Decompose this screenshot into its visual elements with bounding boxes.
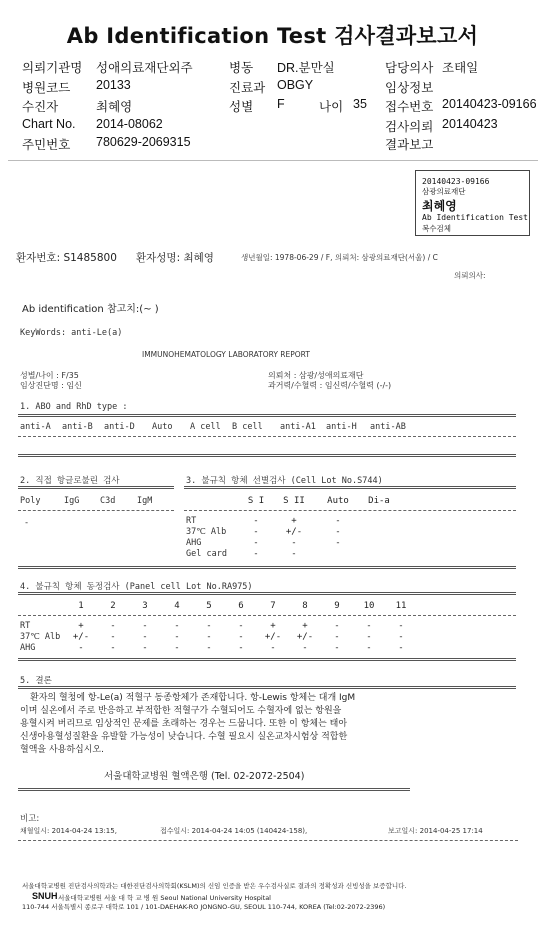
- ab-reference: Ab identification 참고치:(~ ): [22, 304, 159, 315]
- conclusion-line: 이며 실온에서 주로 반응하고 부적합한 적혈구가 수혈되어도 수혈자에 없는 항원을: [20, 706, 342, 716]
- screen-col: Di-a: [368, 496, 390, 506]
- patient-reg-no: 환자번호: S1485800: [16, 252, 117, 264]
- screen-cell: +/-: [285, 527, 303, 537]
- value-chart-no: 2014-08062: [96, 117, 163, 131]
- hospital-name: 서울대학교병원 서울 대 학 교 병 원 Seoul National University Hospital: [58, 894, 271, 902]
- section-screen-title: 3. 불규칙 항체 선별검사 (Cell Lot No.S744): [186, 476, 383, 486]
- panel-cell: -: [174, 621, 180, 631]
- panel-col: 4: [174, 601, 180, 611]
- value-patient: 최혜영: [96, 100, 133, 114]
- panel-row-label: 37℃ Alb: [20, 632, 61, 642]
- abo-col: A cell: [190, 422, 221, 432]
- panel-cell: +/-: [296, 632, 314, 642]
- abo-col: Auto: [152, 422, 173, 432]
- screen-col: Auto: [327, 496, 349, 506]
- panel-cell: +: [270, 621, 276, 631]
- lab-report-title: IMMUNOHEMATOLOGY LABORATORY REPORT: [142, 350, 310, 359]
- abo-col: anti-D: [104, 422, 135, 432]
- panel-col: 1: [78, 601, 84, 611]
- screen-row-label: 37℃ Alb: [186, 527, 227, 537]
- value-age: 35: [353, 97, 367, 111]
- dat-col: Poly: [20, 496, 41, 506]
- divider: [18, 414, 516, 417]
- panel-cell: -: [110, 621, 116, 631]
- label-resident-no: 주민번호: [22, 138, 71, 152]
- screen-cell: -: [291, 538, 297, 548]
- stamp-name: 최혜영: [422, 199, 457, 213]
- received-time: 접수일시: 2014-04-24 14:05 (140424-158),: [160, 827, 308, 835]
- panel-row-label: AHG: [20, 643, 36, 653]
- abo-col: anti-A: [20, 422, 51, 432]
- divider: [18, 592, 516, 595]
- abo-col: anti-B: [62, 422, 93, 432]
- value-resident-no: 780629-2069315: [96, 135, 191, 149]
- panel-cell: -: [206, 621, 212, 631]
- abo-col: anti-AB: [370, 422, 406, 432]
- divider: [18, 686, 516, 689]
- stamp-line: 20140423-09166: [422, 177, 490, 186]
- page-title: Ab Identification Test 검사결과보고서: [66, 24, 479, 48]
- panel-cell: -: [398, 643, 404, 653]
- panel-cell: -: [238, 643, 244, 653]
- panel-cell: -: [398, 632, 404, 642]
- panel-cell: -: [142, 621, 148, 631]
- label-age: 나이: [319, 100, 344, 114]
- label-clinical-info: 임상정보: [385, 81, 434, 95]
- panel-col: 5: [206, 601, 212, 611]
- value-ward: DR.분만실: [277, 61, 335, 75]
- panel-cell: -: [238, 621, 244, 631]
- panel-cell: -: [238, 632, 244, 642]
- panel-cell: -: [398, 621, 404, 631]
- divider: [18, 486, 174, 489]
- snuh-logo: SNUH: [32, 891, 58, 901]
- certification-text: 서울대학교병원 진단검사의학과는 대한진단검사의학회(KSLM)의 신임 인증을 받은 우수검사실로 결과의 정확성과 신빙성을 보증합니다.: [22, 882, 407, 890]
- reported-time: 보고일시: 2014-04-25 17:14: [388, 827, 483, 835]
- label-doctor: 담당의사: [385, 61, 434, 75]
- abo-col: B cell: [232, 422, 263, 432]
- divider: [18, 566, 516, 569]
- collected-time: 채혈일시: 2014-04-24 13:15,: [20, 827, 117, 835]
- divider: [18, 510, 174, 511]
- screen-cell: -: [335, 516, 341, 526]
- panel-col: 9: [334, 601, 340, 611]
- panel-cell: +: [302, 621, 308, 631]
- screen-cell: +: [291, 516, 297, 526]
- divider: [18, 436, 516, 437]
- label-chart-no: Chart No.: [22, 117, 76, 131]
- panel-cell: +/-: [72, 632, 90, 642]
- requester-lab: 의뢰처 : 삼광/성애의료재단: [268, 371, 364, 380]
- clinical-diagnosis: 임상진단명 : 임신: [20, 381, 82, 390]
- dat-col: IgG: [64, 496, 80, 506]
- label-receipt-no: 접수번호: [385, 100, 434, 114]
- screen-cell: -: [335, 538, 341, 548]
- screen-col: S I: [247, 496, 265, 506]
- value-receipt-no: 20140423-09166: [442, 97, 537, 111]
- abo-col: anti-A1: [280, 422, 316, 432]
- panel-cell: -: [334, 632, 340, 642]
- transfusion-history: 과거력/수혈력 : 임신력/수혈력 (-/-): [268, 381, 392, 390]
- screen-cell: -: [253, 516, 259, 526]
- value-doctor: 조태일: [442, 61, 479, 75]
- panel-cell: +: [78, 621, 84, 631]
- section-dat-title: 2. 직접 항글로불린 검사: [20, 476, 120, 486]
- panel-cell: -: [78, 643, 84, 653]
- label-department: 진료과: [229, 81, 266, 95]
- notes-label: 비고:: [20, 814, 40, 824]
- label-patient: 수진자: [22, 100, 59, 114]
- panel-row-label: RT: [20, 621, 31, 631]
- label-test-request: 검사의뢰: [385, 120, 434, 134]
- panel-cell: -: [366, 621, 372, 631]
- screen-cell: -: [253, 538, 259, 548]
- stamp-line: Ab Identification Test: [422, 213, 528, 222]
- panel-col: 2: [110, 601, 116, 611]
- screen-col: S II: [283, 496, 305, 506]
- stamp-line: 삼광의료재단: [422, 187, 466, 196]
- stamp-line: 복수검체: [422, 224, 451, 233]
- value-test-request: 20140423: [442, 117, 498, 131]
- panel-cell: -: [334, 621, 340, 631]
- panel-cell: -: [110, 643, 116, 653]
- panel-cell: -: [334, 643, 340, 653]
- screen-cell: -: [291, 549, 297, 559]
- screen-cell: -: [253, 549, 259, 559]
- divider: [18, 788, 410, 791]
- section-abo-title: 1. ABO and RhD type :: [20, 402, 128, 412]
- panel-cell: -: [366, 643, 372, 653]
- screen-cell: -: [253, 527, 259, 537]
- blood-bank-contact: 서울대학교병원 혈액은행 (Tel. 02-2072-2504): [104, 771, 305, 782]
- panel-cell: -: [142, 632, 148, 642]
- requesting-doctor: 의뢰의사:: [454, 271, 486, 280]
- patient-name: 환자성명: 최혜영: [136, 252, 214, 264]
- divider: [8, 160, 538, 161]
- label-hospital-code: 병원코드: [22, 81, 71, 95]
- panel-cell: -: [206, 643, 212, 653]
- screen-row-label: RT: [186, 516, 197, 526]
- divider: [18, 658, 516, 661]
- divider: [184, 486, 516, 489]
- panel-col: 11: [395, 601, 407, 611]
- divider: [18, 615, 516, 616]
- conclusion-line: 신생아용혈성질환을 유발할 가능성이 낮습니다. 수혈 필요시 실온교차시험상 적합한: [20, 732, 348, 742]
- panel-cell: -: [206, 632, 212, 642]
- specimen-stamp: [415, 170, 530, 236]
- conclusion-line: 혈액을 사용하십시오.: [20, 745, 104, 755]
- screen-row-label: Gel card: [186, 549, 227, 559]
- panel-cell: -: [366, 632, 372, 642]
- conclusion-line: 환자의 혈청에 항-Le(a) 적혈구 동종항체가 존재합니다. 항-Lewis 항체는 대개 IgM: [30, 693, 356, 703]
- abo-col: anti-H: [326, 422, 357, 432]
- panel-col: 8: [302, 601, 308, 611]
- panel-cell: +/-: [264, 632, 282, 642]
- label-ward: 병동: [229, 61, 254, 75]
- keywords: KeyWords: anti-Le(a): [20, 328, 123, 338]
- divider: [18, 840, 518, 841]
- panel-col: 7: [270, 601, 276, 611]
- section-conclusion-title: 5. 결론: [20, 676, 52, 686]
- dat-value: -: [24, 518, 30, 528]
- panel-cell: -: [174, 632, 180, 642]
- sex-age: 성별/나이 : F/35: [20, 371, 79, 380]
- screen-cell: -: [335, 527, 341, 537]
- divider: [184, 510, 516, 511]
- screen-row-label: AHG: [186, 538, 202, 548]
- panel-cell: -: [302, 643, 308, 653]
- value-hospital-code: 20133: [96, 78, 131, 92]
- panel-cell: -: [110, 632, 116, 642]
- section-panel-title: 4. 불규칙 항체 동정검사 (Panel cell Lot No.RA975): [20, 582, 253, 592]
- label-sex: 성별: [229, 100, 254, 114]
- panel-cell: -: [174, 643, 180, 653]
- patient-details: 생년월일: 1978-06-29 / F, 의뢰처: 삼광의료재단(서울) / C: [241, 253, 438, 262]
- label-requester-org: 의뢰기관명: [22, 61, 83, 75]
- panel-cell: -: [270, 643, 276, 653]
- divider: [18, 454, 516, 457]
- conclusion-line: 용혈시켜 버리므로 임상적인 문제를 초래하는 경우는 드뭅니다. 또한 이 항체는 태아: [20, 719, 348, 729]
- label-result-report: 결과보고: [385, 138, 434, 152]
- hospital-address: 110-744 서울특별시 종로구 대학로 101 / 101-DAEHAK-RO JONGNO-GU, SEOUL 110-744, KOREA (Tel:02-2072-2396): [22, 903, 386, 911]
- value-department: OBGY: [277, 78, 314, 92]
- panel-col: 6: [238, 601, 244, 611]
- dat-col: C3d: [100, 496, 116, 506]
- panel-cell: -: [142, 643, 148, 653]
- panel-col: 3: [142, 601, 148, 611]
- value-sex: F: [277, 97, 285, 111]
- panel-col: 10: [363, 601, 375, 611]
- dat-col: IgM: [137, 496, 153, 506]
- value-requester-org: 성애의료재단외주: [96, 61, 193, 75]
